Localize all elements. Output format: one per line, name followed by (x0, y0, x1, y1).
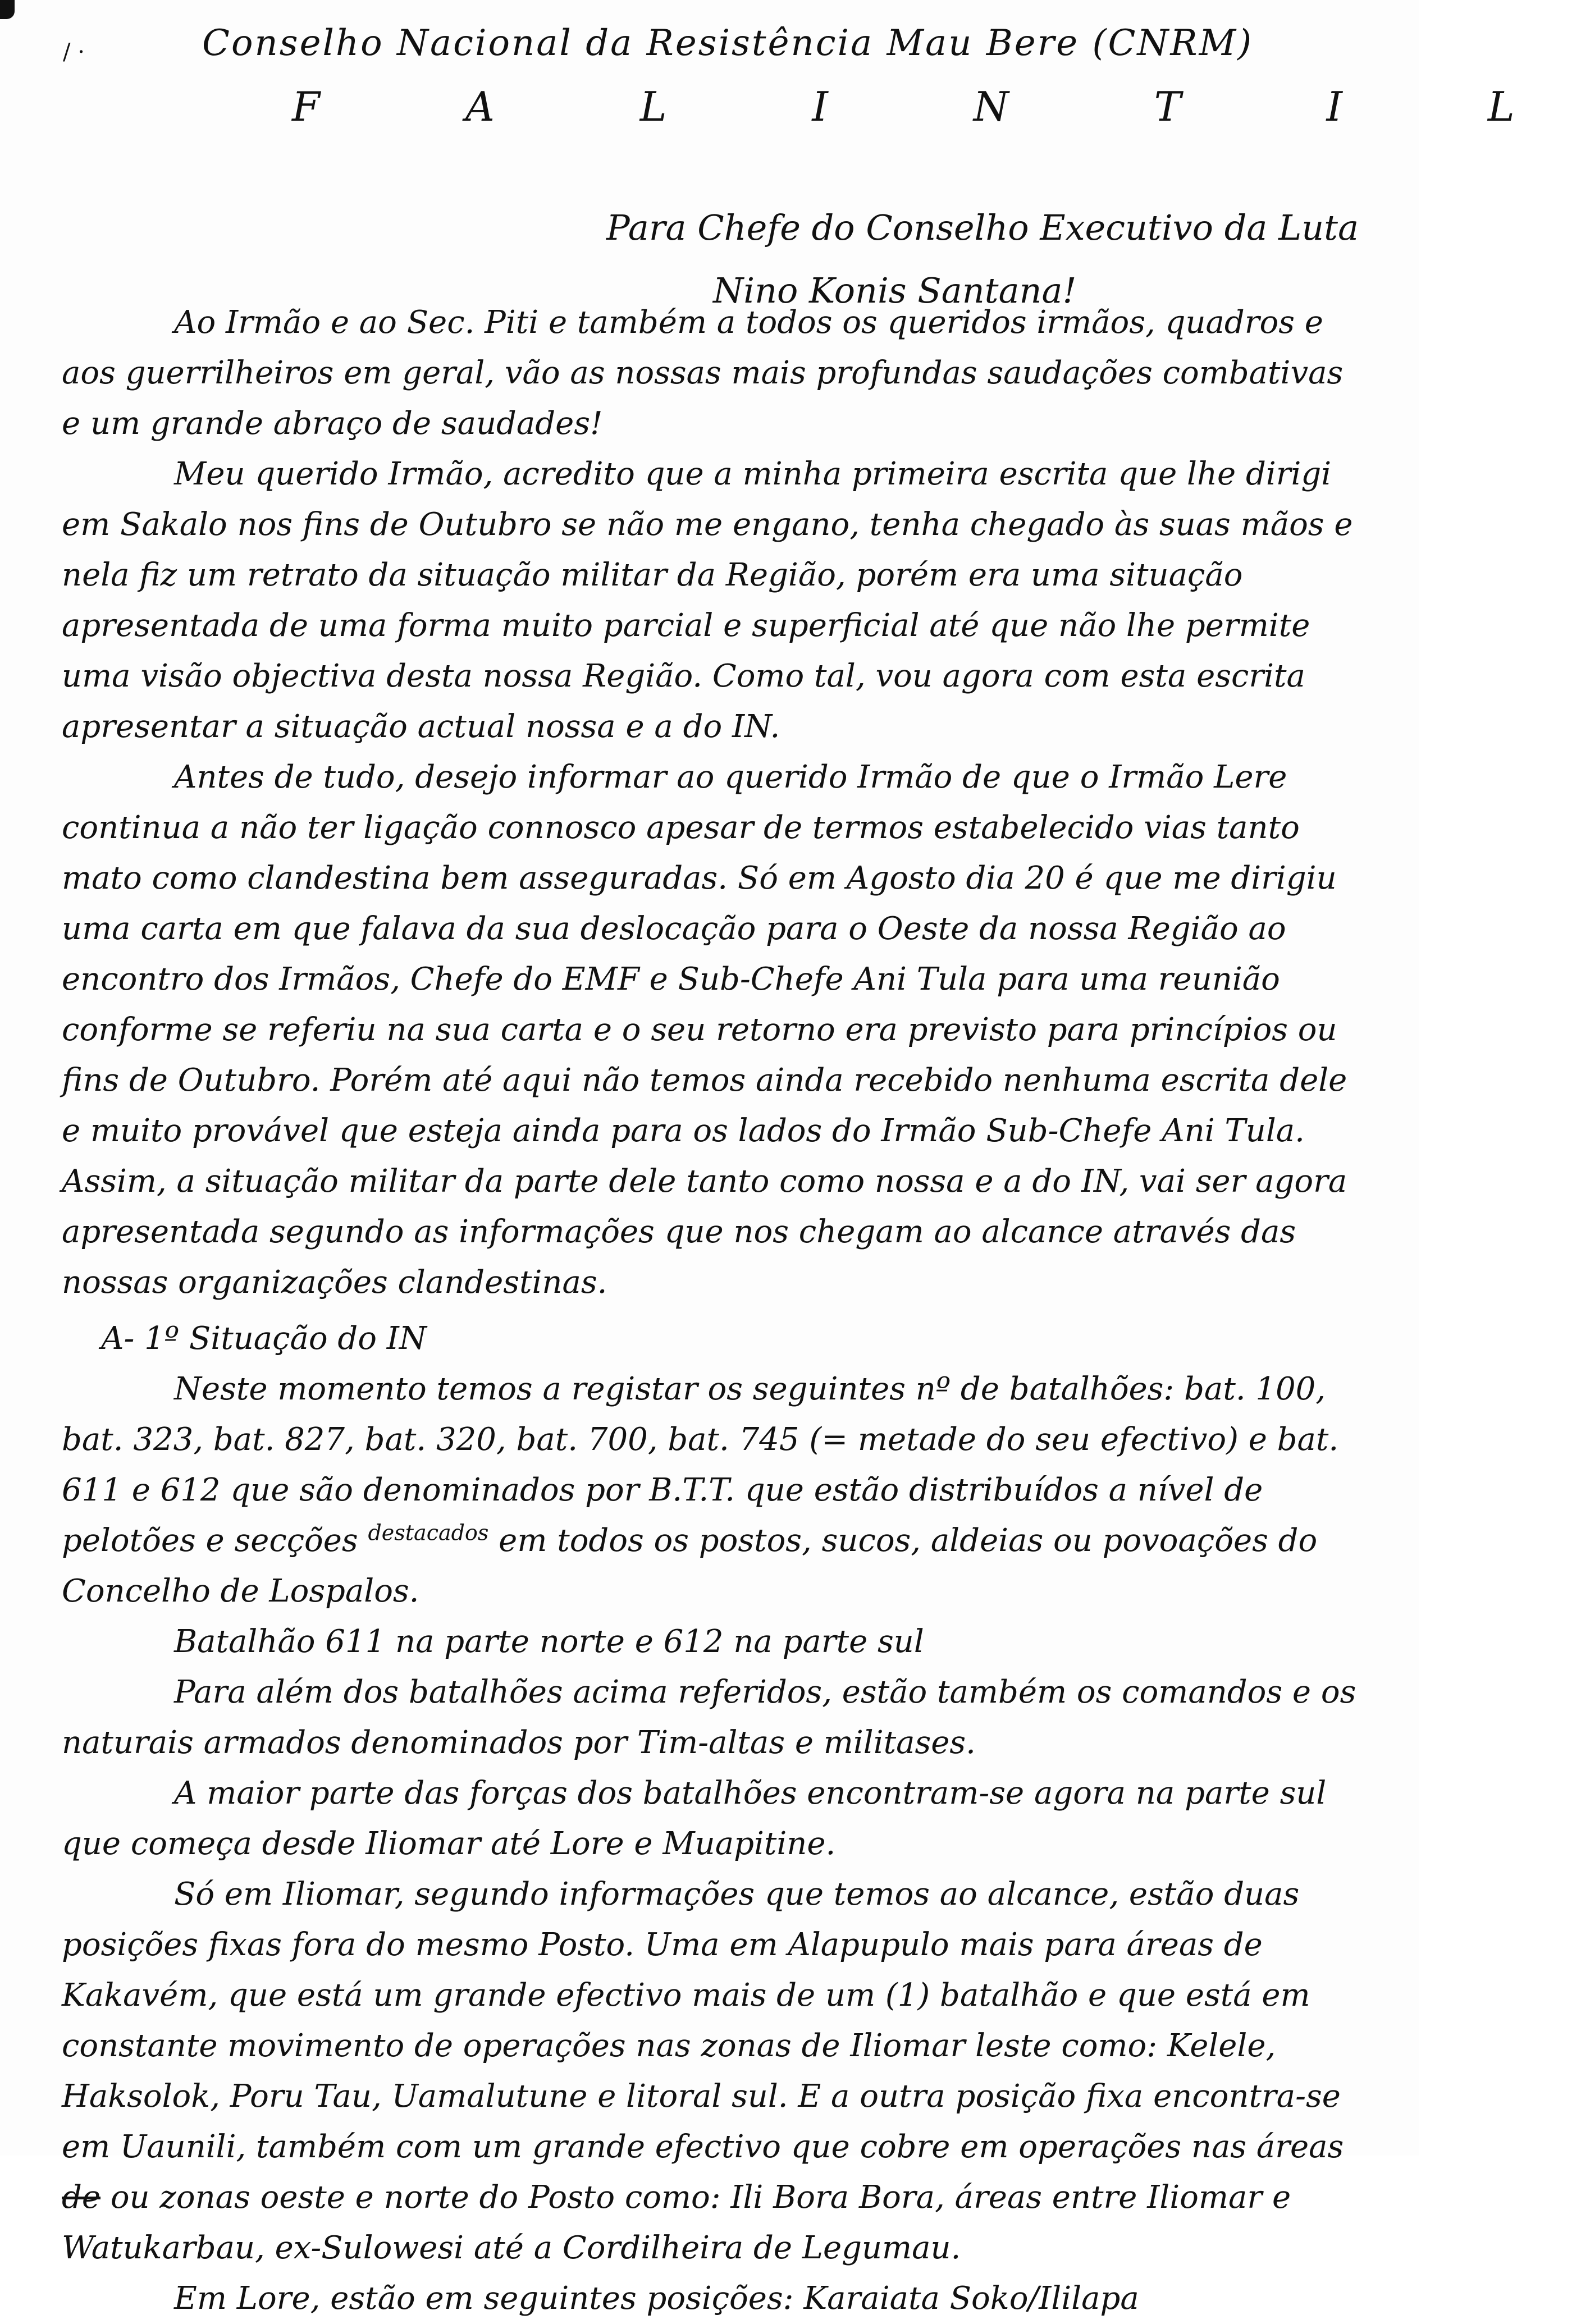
margin-mark: / · (63, 39, 85, 65)
iliomar-text-end: ou zonas oeste e norte do Posto como: Ili Bora Bora, áreas entre Iliomar e Watukarbau, ex-Sulowesi até a Cordilheira de Legumau. (62, 2179, 1291, 2266)
struck-word: de (62, 2179, 100, 2216)
paragraph-lore-positions: Em Lore, estão em seguintes posições: Karaiata Soko/Ililapa (174, 2280, 1139, 2317)
paragraph-lere-contact: Antes de tudo, desejo informar ao querido Irmão de que o Irmão Lere continua a não ter ligação connosco apesar de termos estabelecido vias tanto mato como clandestina bem asseguradas. Só em Agosto dia 20 é que me dirigiu uma carta em que falava da sua deslocação para o Oeste da nossa Região ao encontro dos Irmãos, Chefe do EMF e Sub-Chefe Ani Tula para uma reunião conforme se referiu na sua carta e o seu retorno era previsto para princípios ou fins de Outubro. Porém até aqui não temos ainda recebido nenhuma escrita dele e muito provável que esteja ainda para os lados do Irmão Sub-Chefe Ani Tula. Assim, a situação militar da parte dele tanto como nossa e a do IN, vai ser agora apresentada segundo as informações que nos chegam ao alcance através das nossas organizações clandestinas. (62, 759, 1347, 1301)
section-heading: A- 1º Situação do IN (101, 1320, 427, 1357)
inserted-word: destacados (368, 1520, 489, 1545)
falintil-title: F A L I N T I L (292, 83, 1581, 130)
iliomar-text-start: Só em Iliomar, segundo informações que temos ao alcance, estão duas posições fixas fora do mesmo Posto. Uma em Alapupulo mais para áreas de Kakavém, que está um grande efectivo mais de um (1) batalhão e que está em constante movimento de operações nas zonas de Iliomar leste como: Kelele, Haksolok, Poru Tau, Uamalutune e litoral sul. E a outra posição fixa encontra-se em Uaunili, também com um grande efectivo que cobre em operações nas áreas (62, 1876, 1344, 2165)
paragraph-previous-letter: Meu querido Irmão, acredito que a minha primeira escrita que lhe dirigi em Sakalo nos fins de Outubro se não me engano, tenha chegado às suas mãos e nela fiz um retrato da situação militar da Região, porém era uma situação apresentada de uma forma muito parcial e superficial até que não lhe permite uma visão objectiva desta nossa Região. Como tal, vou agora com esta escrita apresentar a situação actual nossa e a do IN. (62, 456, 1353, 745)
letter-body (62, 298, 1370, 2324)
battalions-text-end: em todos os postos, sucos, aldeias ou povoações do Concelho de Lospalos. (62, 1522, 1318, 1609)
battalions-text-start: Neste momento temos a registar os seguintes nº de batalhões: bat. 100, bat. 323, bat. 827, bat. 320, bat. 700, bat. 745 (= metade do seu efectivo) e bat. 611 e 612 que são denominados por B.T.T. que estão distribuídos a nível de pelotões e secções (62, 1371, 1339, 1559)
paragraph-forces-south: A maior parte das forças dos batalhões encontram-se agora na parte sul que começa desde Iliomar até Lore e Muapitine. (62, 1775, 1327, 1862)
paragraph-iliomar-positions (62, 1869, 1370, 2273)
paragraph-greeting: Ao Irmão e ao Sec. Piti e também a todos os queridos irmãos, quadros e aos guerrilheiros em geral, vão as nossas mais profundas saudações combativas e um grande abraço de saudades! (62, 304, 1344, 442)
addressee-line-2: Nino Konis Santana! (713, 270, 1077, 311)
ink-blot (0, 0, 15, 19)
paragraph-battalions (62, 1364, 1370, 1617)
paragraph-battalion-parts: Batalhão 611 na parte norte e 612 na parte sul (174, 1623, 924, 1660)
paragraph-other-forces: Para além dos batalhões acima referidos, estão também os comandos e os naturais armados denominados por Tim-altas e militases. (62, 1674, 1356, 1761)
addressee-line-1: Para Chefe do Conselho Executivo da Luta (606, 207, 1359, 248)
organization-header: Conselho Nacional da Resistência Mau Bere (CNRM) (202, 22, 1254, 64)
